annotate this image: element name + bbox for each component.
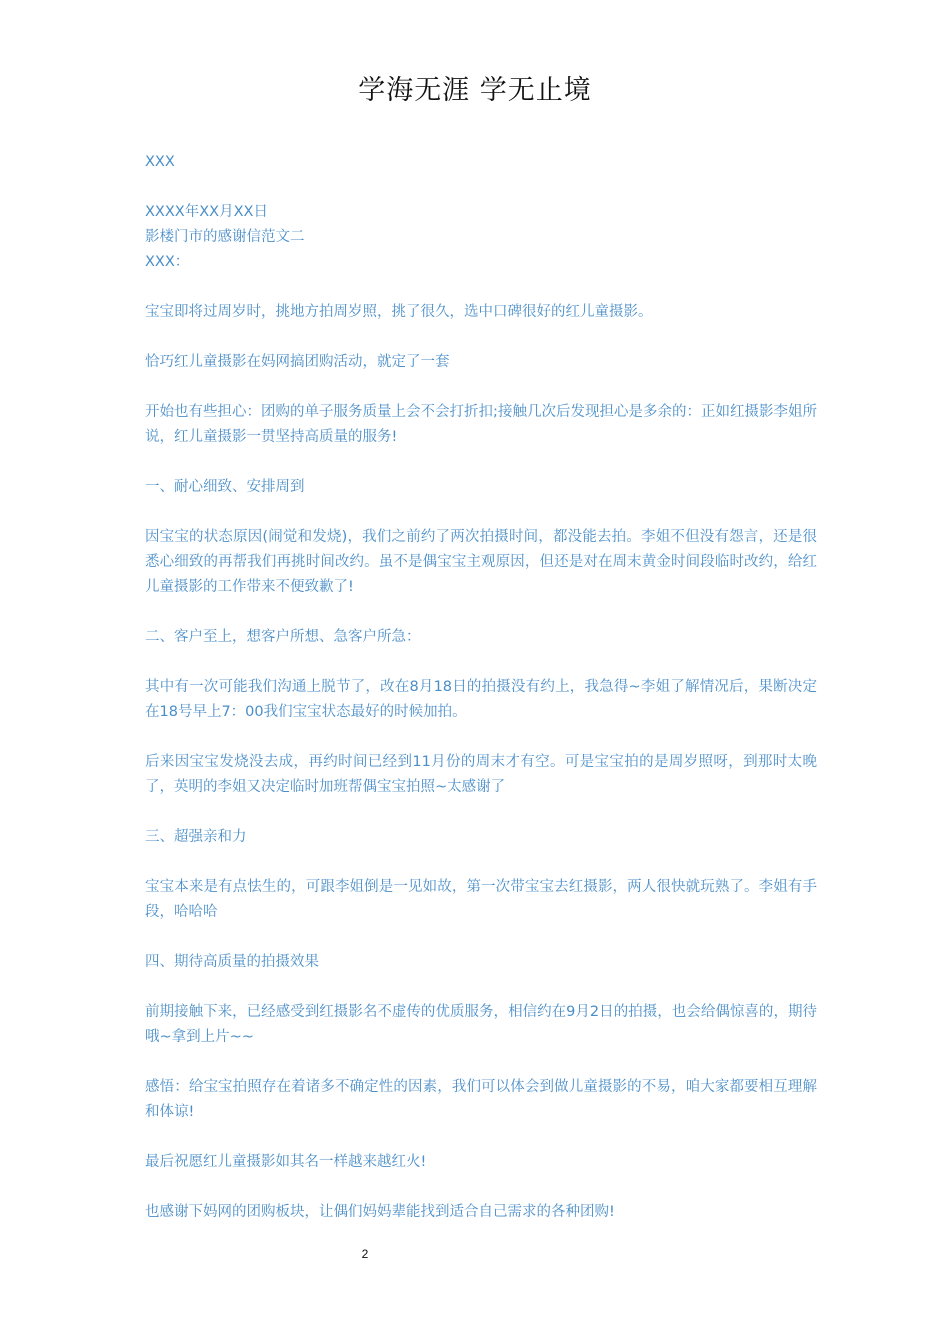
page-number: 2	[361, 1247, 369, 1261]
paragraph: 后来因宝宝发烧没去成，再约时间已经到11月份的周末才有空。可是宝宝拍的是周岁照呀，到那时太晚了，英明的李姐又决定临时加班帮偶宝宝拍照~太感谢了	[145, 754, 817, 795]
paragraph: 感悟：给宝宝拍照存在着诸多不确定性的因素，我们可以体会到做儿童摄影的不易，咱大家都要相互理解和体谅!	[145, 1079, 817, 1120]
salutation: XXX：	[145, 254, 190, 270]
section-heading: 二、客户至上，想客户所想、急客户所急：	[145, 629, 421, 645]
paragraph: 恰巧红儿童摄影在妈网搞团购活动，就定了一套	[145, 354, 450, 370]
spacer	[145, 725, 817, 750]
spacer	[145, 1125, 817, 1150]
spacer	[145, 600, 817, 625]
paragraph: 前期接触下来，已经感受到红摄影名不虚传的优质服务，相信约在9月2日的拍摄，也会给偶惊喜的，期待哦~拿到上片~~	[145, 1004, 817, 1045]
document-title: 影楼门市的感谢信范文二	[145, 229, 305, 245]
spacer	[145, 175, 817, 200]
spacer	[145, 325, 817, 350]
paragraph: 宝宝即将过周岁时，挑地方拍周岁照，挑了很久，选中口碑很好的红儿童摄影。	[145, 304, 653, 320]
section-heading: 一、耐心细致、安排周到	[145, 479, 305, 495]
spacer	[145, 450, 817, 475]
paragraph: 开始也有些担心：团购的单子服务质量上会不会打折扣;接触几次后发现担心是多余的：正如红摄影李姐所说，红儿童摄影一贯坚持高质量的服务!	[145, 404, 817, 445]
spacer	[145, 800, 817, 825]
spacer	[145, 1050, 817, 1075]
section-heading: 四、期待高质量的拍摄效果	[145, 954, 319, 970]
paragraph: 最后祝愿红儿童摄影如其名一样越来越红火!	[145, 1154, 427, 1170]
section-heading: 三、超强亲和力	[145, 829, 247, 845]
paragraph: 其中有一次可能我们沟通上脱节了，改在8月18日的拍摄没有约上，我急得~李姐了解情况后，果断决定在18号早上7：00我们宝宝状态最好的时候加拍。	[145, 679, 817, 720]
spacer	[145, 1175, 817, 1200]
spacer	[145, 500, 817, 525]
spacer	[145, 850, 817, 875]
spacer	[145, 650, 817, 675]
spacer	[145, 275, 817, 300]
spacer	[145, 925, 817, 950]
signature-name: XXX	[145, 154, 175, 170]
paragraph: 宝宝本来是有点怯生的，可跟李姐倒是一见如故，第一次带宝宝去红摄影，两人很快就玩熟了。李姐有手段，哈哈哈	[145, 879, 817, 920]
letter-date: XXXX年XX月XX日	[145, 204, 268, 220]
spacer	[145, 975, 817, 1000]
letter-body	[145, 150, 817, 1225]
paragraph: 因宝宝的状态原因(闹觉和发烧)，我们之前约了两次拍摄时间，都没能去拍。李姐不但没有怨言，还是很悉心细致的再帮我们再挑时间改约。虽不是偶宝宝主观原因，但还是对在周末黄金时间段临时改约，给红儿童摄影的工作带来不便致歉了!	[145, 529, 817, 595]
spacer	[145, 375, 817, 400]
page-header-title: 学海无涯 学无止境	[358, 75, 592, 106]
paragraph: 也感谢下妈网的团购板块，让偶们妈妈辈能找到适合自己需求的各种团购!	[145, 1204, 615, 1220]
